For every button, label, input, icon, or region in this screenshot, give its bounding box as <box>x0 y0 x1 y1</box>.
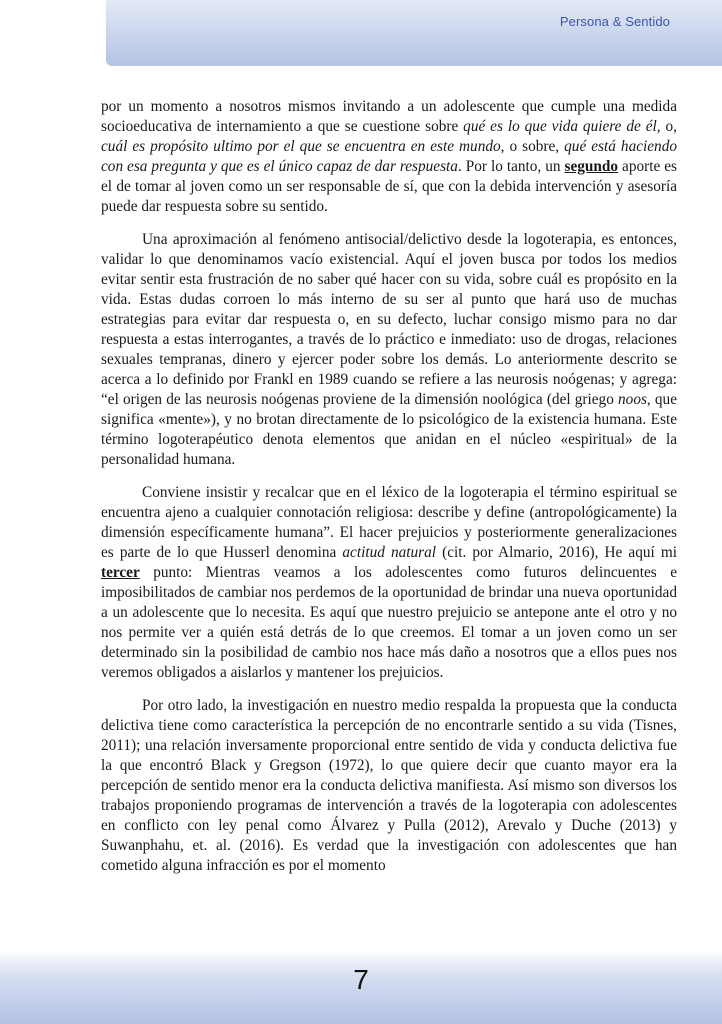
paragraph-4 <box>101 696 677 876</box>
page-number: 7 <box>353 964 369 995</box>
italic-run: qué está haciendo con esa pregunta y que es el único capaz de dar respuesta <box>101 138 677 175</box>
text-run: punto: Mientras veamos a los adolescentes como futuros delincuentes e imposibilitados de cambiar nos perdemos de la oportunidad de brindar una nueva oportunidad a un adolescente que lo necesita. Es aquí que nuestro prejuicio se antepone ante el otro y no nos permite ver a quién está detrás de lo que creemos. El tomar a un joven como un ser determinado sin la posibilidad de cambio nos hace más daño a nosotros que a ellos pues nos veremos obligados a aislarlos y mantener los prejuicios. <box>101 564 677 681</box>
text-run: , o sobre, <box>500 138 565 155</box>
italic-run: cuál es propósito ultimo por el que se encuentra en este mundo <box>101 138 501 155</box>
paragraph-1 <box>101 97 677 217</box>
text-run: Por otro lado, la investigación en nuestro medio respalda la propuesta que la conducta delictiva tiene como característica la percepción de no encontrarle sentido a su vida (Tisnes, 2011); una relación inversamente proporcional entre sentido de vida y conducta delictiva fue la que encontró Black y Gregson (1972), lo que quiere decir que cuanto mayor era la percepción de sentido menor era la conducta delictiva manifiesta. Así mismo son diversos los trabajos proponiendo programas de intervención a través de la logoterapia con adolescentes en conflicto con ley penal como Álvarez y Pulla (2012), Arevalo y Duche (2013) y Suwanphahu, et. al. (2016). Es verdad que la investigación con adolescentes que han cometido alguna infracción es por el momento <box>101 697 677 874</box>
text-run: Conviene insistir y recalcar que en el léxico de la logoterapia el término espiritual se encuentra ajeno a cualquier connotación religiosa: describe y define (antropológicamente) la dimensión específicamente humana”. El hacer prejuicios y posteriormente generalizaciones es parte de lo que Husserl denomina <box>101 484 677 561</box>
italic-run: noos <box>618 391 647 408</box>
text-run: . Por lo tanto, un <box>457 158 565 175</box>
text-run: , o, <box>656 118 677 135</box>
text-run: por un momento a nosotros mismos invitando a un adolescente que cumple una medida socioeducativa de internamiento a que se cuestione sobre <box>101 98 677 135</box>
paragraph-3 <box>101 483 677 683</box>
text-run: , que significa «mente»), y no brotan directamente de lo psicológico de la existencia humana. Este término logoterapéutico denota elementos que anidan en el núcleo «espiritual» de la personalidad humana. <box>101 391 677 468</box>
emphasis-segundo: segundo <box>564 158 619 175</box>
text-run: (cit. por Almario, 2016), He aquí mi <box>436 544 677 561</box>
text-run: Una aproximación al fenómeno antisocial/delictivo desde la logoterapia, es entonces, validar lo que denominamos vacío existencial. Aquí el joven busca por todos los medios evitar sentir esta frustración de no saber qué hacer con su vida, sobre cuál es propósito en la vida. Estas dudas corroen lo más interno de su ser al punto que hará uso de muchas estrategias para evitar dar respuesta o, en su defecto, luchar consigo mismo para no dar respuesta a estas interrogantes, a través de lo práctico e inmediato: uso de drogas, relaciones sexuales tempranas, dinero y ejercer poder sobre los demás. Lo anteriormente descrito se acerca a lo definido por Frankl en 1989 cuando se refiere a las neurosis noógenas; y agrega: “el origen de las neurosis noógenas proviene de la dimensión noológica (del griego <box>101 231 677 408</box>
page-header <box>106 0 722 66</box>
paragraph-2 <box>101 230 677 470</box>
italic-run: qué es lo que vida quiere de él <box>463 118 657 135</box>
text-run: aporte es el de tomar al joven como un ser responsable de sí, que con la debida intervención y asesoría puede dar respuesta sobre su sentido. <box>101 158 677 215</box>
body-text <box>101 97 677 889</box>
italic-run: actitud natural <box>342 544 437 561</box>
emphasis-tercer: tercer <box>101 564 140 581</box>
running-header-title: Persona & Sentido <box>559 14 670 29</box>
